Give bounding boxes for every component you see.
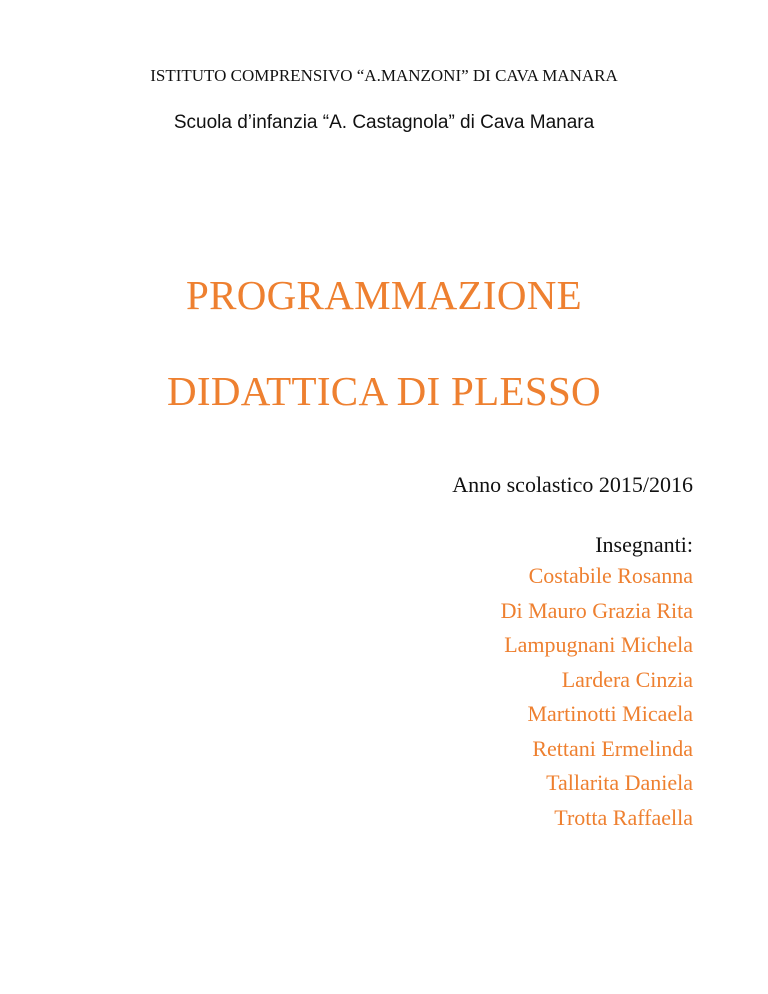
- teachers-heading: Insegnanti:: [595, 532, 693, 557]
- teacher-name: Lampugnani Michela: [504, 632, 693, 657]
- teacher-name: Tallarita Daniela: [546, 770, 693, 795]
- teacher-name: Trotta Raffaella: [554, 804, 693, 830]
- document-title-line-1: PROGRAMMAZIONE: [185, 272, 582, 318]
- teacher-list: [501, 559, 693, 835]
- school-year: Anno scolastico 2015/2016: [452, 472, 693, 497]
- teacher-name: Lardera Cinzia: [561, 666, 693, 692]
- teacher-name: Costabile Rosanna: [528, 563, 693, 588]
- teacher-name: Di Mauro Grazia Rita: [500, 597, 693, 623]
- teachers-block: [501, 531, 693, 835]
- school-name: Scuola d’infanzia “A. Castagnola” di Cava Manara: [173, 112, 595, 133]
- teacher-name: Rettani Ermelinda: [532, 735, 693, 761]
- teacher-name: Martinotti Micaela: [527, 701, 693, 726]
- document-title-line-2: DIDATTICA DI PLESSO: [167, 368, 601, 414]
- institute-name: ISTITUTO COMPRENSIVO “A.MANZONI” DI CAVA MANARA: [150, 66, 618, 85]
